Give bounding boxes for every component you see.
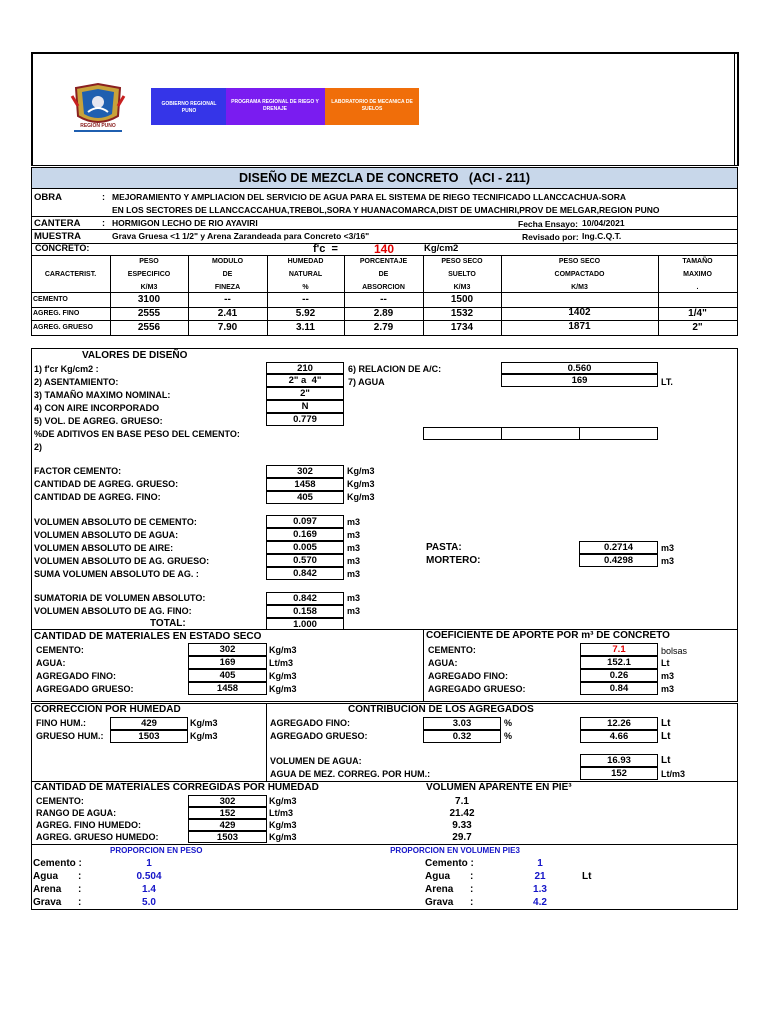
factor-value: 302 — [266, 465, 344, 478]
cell-ab: 2.89 — [373, 308, 394, 319]
corr-label: RANGO DE AGUA: — [36, 808, 117, 818]
row-name: AGREG. FINO — [33, 310, 80, 317]
obra-label: OBRA — [34, 192, 62, 203]
vcem-unit: m3 — [347, 517, 361, 527]
fino-hum-unit: Kg/m3 — [190, 718, 218, 728]
logo-underline — [74, 130, 122, 132]
vaire-label: VOLUMEN ABSOLUTO DE AIRE: — [34, 543, 174, 553]
vsum-value: 0.842 — [266, 567, 344, 580]
vol-grueso-value: 0.779 — [266, 413, 344, 426]
col-header-humedad-2: NATURAL — [288, 271, 323, 278]
asent-label: 2) ASENTAMIENTO: — [34, 377, 119, 387]
contrib-title: CONTRIBUCION DE LOS AGREGADOS — [348, 704, 534, 715]
humedad-title: CORRECCION POR HUMEDAD — [34, 704, 181, 715]
cell-ps: 1500 — [450, 294, 474, 305]
vap-title: VOLUMEN APARENTE EN PIE³ — [426, 782, 572, 793]
aditivos-2-label: 2) — [34, 442, 43, 452]
col-header-porc-3: ABSORCION — [362, 284, 405, 291]
contrib-fino-lt: 12.26 — [580, 717, 658, 730]
prop-vol-value: 1.3 — [533, 884, 547, 895]
col-header-peso-2: ESPECIFICO — [127, 271, 171, 278]
row-name: CEMENTO — [33, 296, 68, 303]
col-header-comp-1: PESO SECO — [558, 258, 601, 265]
vap-value: 9.33 — [452, 820, 472, 831]
cfino-value: 405 — [266, 491, 344, 504]
prop-peso-colon: : — [78, 897, 82, 908]
cgrueso-unit: Kg/m3 — [347, 479, 375, 489]
cell-pc: 1871 — [568, 321, 591, 332]
cell-hn: 5.92 — [295, 308, 316, 319]
contrib-fino-pct: 3.03 — [423, 717, 501, 730]
prop-vol-label: Agua — [425, 871, 450, 882]
vap-value: 7.1 — [455, 796, 469, 807]
coef-title: COEFICIENTE DE APORTE POR m³ DE CONCRETO — [426, 630, 670, 641]
coef-label: CEMENTO: — [428, 645, 476, 655]
mortero-unit: m3 — [661, 556, 675, 566]
cell-ab: 2.79 — [373, 322, 394, 333]
col-header-tam-1: TAMAÑO — [682, 258, 713, 265]
seco-label: CEMENTO: — [36, 645, 84, 655]
fc-value: 140 — [374, 242, 395, 256]
obra-divider — [31, 216, 738, 217]
vaire-unit: m3 — [347, 543, 361, 553]
concreto-label: CONCRETO: — [35, 243, 90, 253]
coef-label: AGREGADO GRUESO: — [428, 684, 526, 694]
cantera-value: HORMIGON LECHO DE RIO AYAVIRI — [112, 218, 258, 228]
seco-value: 405 — [188, 669, 267, 682]
vap-value: 29.7 — [452, 832, 472, 843]
seco-unit: Kg/m3 — [269, 645, 297, 655]
badge-laboratorio-text: LABORATORIO DE MECANICA DE SUELOS — [331, 99, 413, 112]
vap-value: 21.42 — [449, 808, 475, 819]
contrib-grueso-pct-unit: % — [504, 731, 513, 741]
vfino-unit: m3 — [347, 606, 361, 616]
cell-ps: 1532 — [450, 308, 474, 319]
corr-label: CEMENTO: — [36, 796, 84, 806]
fcr-value: 210 — [266, 362, 344, 374]
cfino-label: CANTIDAD DE AGREG. FINO: — [34, 492, 161, 502]
prop-vol-colon: : — [470, 897, 474, 908]
col-header-caract: CARACTERIST. — [44, 271, 97, 278]
col-header-comp-3: K/M3 — [571, 284, 588, 291]
prop-peso-value: 5.0 — [142, 897, 156, 908]
factor-unit: Kg/m3 — [347, 466, 375, 476]
prop-peso-value: 0.504 — [136, 871, 162, 882]
cell-mf: -- — [224, 294, 231, 305]
col-header-suelto-1: PESO SECO — [441, 258, 483, 265]
fc-label: f'c = — [313, 243, 338, 255]
mortero-value: 0.4298 — [579, 554, 658, 567]
fino-hum-label: FINO HUM.: — [36, 718, 86, 728]
vfino-value: 0.158 — [266, 605, 344, 618]
vol-agua-value: 16.93 — [580, 754, 658, 767]
corr-title: CANTIDAD DE MATERIALES CORREGIDAS POR HUMEDAD — [34, 782, 319, 793]
vol-agua-unit: Lt — [661, 755, 671, 766]
prop-vol-label: Grava — [425, 897, 454, 908]
corr-unit: Kg/m3 — [269, 820, 297, 830]
prop-vol-label: Cemento : — [425, 858, 474, 869]
col-header-suelto-2: SUELTO — [448, 271, 476, 278]
cell-tm: 1/4" — [688, 308, 707, 319]
cell-pe: 3100 — [137, 294, 161, 305]
agua-value: 169 — [501, 374, 658, 387]
contrib-grueso-label: AGREGADO GRUESO: — [270, 731, 368, 741]
cgrueso-value: 1458 — [266, 478, 344, 491]
sumat-value: 0.842 — [266, 592, 344, 605]
contrib-grueso-lt-unit: Lt — [661, 731, 671, 742]
vsum-unit: m3 — [347, 569, 361, 579]
aditivos-boxes — [423, 427, 658, 440]
seco-value: 302 — [188, 643, 267, 656]
fcr-label: 1) f'cr Kg/cm2 : — [34, 364, 99, 374]
obra-line1: MEJORAMIENTO Y AMPLIACION DEL SERVICIO DE AGUA PARA EL SISTEMA DE RIEGO TECNIFICADO LLANCCACHUA-SORA — [112, 192, 626, 202]
aditivos-box-divider — [579, 427, 580, 440]
contrib-grueso-pct: 0.32 — [423, 730, 501, 743]
corr-unit: Kg/m3 — [269, 832, 297, 842]
prop-vol-colon: : — [470, 871, 474, 882]
prop-vol-colon: : — [470, 884, 474, 895]
prop-peso-value: 1.4 — [142, 884, 156, 895]
seco-title: CANTIDAD DE MATERIALES EN ESTADO SECO — [34, 631, 262, 642]
seco-value: 1458 — [188, 682, 267, 695]
seco-coef-divider — [423, 630, 424, 702]
prop-vol-value: 4.2 — [533, 897, 547, 908]
vfino-label: VOLUMEN ABSOLUTO DE AG. FINO: — [34, 606, 192, 616]
coef-unit: Lt — [661, 658, 670, 668]
grueso-hum-unit: Kg/m3 — [190, 731, 218, 741]
col-header-porc-2: DE — [378, 271, 389, 278]
corr-value: 152 — [188, 807, 267, 819]
corr-unit: Kg/m3 — [269, 796, 297, 806]
agua-mez-label: AGUA DE MEZ. CORREG. POR HUM.: — [270, 769, 431, 779]
grueso-hum-label: GRUESO HUM.: — [36, 731, 104, 741]
cell-mf: 7.90 — [217, 322, 238, 333]
muestra-value: Grava Gruesa <1 1/2" y Arena Zarandeada para Concreto <3/16" — [112, 231, 370, 241]
vgr-label: VOLUMEN ABSOLUTO DE AG. GRUESO: — [34, 556, 210, 566]
corr-label: AGREG. GRUESO HUMEDO: — [36, 832, 159, 842]
fecha-label: Fecha Ensayo: — [518, 219, 578, 229]
vgr-value: 0.570 — [266, 554, 344, 567]
vagua-unit: m3 — [347, 530, 361, 540]
col-header-tam-2: MAXIMO — [683, 271, 712, 278]
corr-value: 1503 — [188, 831, 267, 843]
vol-grueso-label: 5) VOL. DE AGREG. GRUESO: — [34, 416, 163, 426]
contrib-fino-pct-unit: % — [504, 718, 513, 728]
pasta-unit: m3 — [661, 543, 675, 553]
corr-value: 429 — [188, 819, 267, 831]
ac-value: 0.560 — [501, 362, 658, 374]
prop-peso-colon: : — [78, 884, 82, 895]
cgrueso-label: CANTIDAD DE AGREG. GRUESO: — [34, 479, 179, 489]
props-row-line — [31, 320, 738, 321]
sumat-label: SUMATORIA DE VOLUMEN ABSOLUTO: — [34, 593, 206, 603]
seco-unit: Lt/m3 — [269, 658, 294, 668]
corr-label: AGREG. FINO HUMEDO: — [36, 820, 141, 830]
cell-tm: 2" — [692, 322, 703, 333]
vagua-label: VOLUMEN ABSOLUTO DE AGUA: — [34, 530, 179, 540]
props-row-line — [31, 255, 738, 256]
coef-unit: bolsas — [661, 646, 688, 656]
cantera-colon: : — [102, 218, 105, 228]
col-header-tam-3: . — [696, 284, 699, 291]
agua-unit: LT. — [661, 377, 673, 387]
aditivos-label: %DE ADITIVOS EN BASE PESO DEL CEMENTO: — [34, 429, 240, 439]
corr-value: 302 — [188, 795, 267, 807]
cell-hn: -- — [302, 294, 309, 305]
revisado-value: Ing.C.Q.T. — [582, 231, 622, 241]
col-header-peso-3: K/M3 — [140, 284, 158, 291]
col-header-humedad-1: HUMEDAD — [287, 258, 324, 265]
agua-label: 7) AGUA — [348, 377, 385, 387]
factor-label: FACTOR CEMENTO: — [34, 466, 122, 476]
col-header-modulo-1: MODULO — [211, 258, 244, 265]
seco-unit: Kg/m3 — [269, 671, 297, 681]
prop-peso-value: 1 — [146, 858, 152, 869]
props-row-line — [31, 292, 738, 293]
cell-hn: 3.11 — [296, 322, 315, 333]
obra-colon: : — [102, 192, 105, 202]
pasta-value: 0.2714 — [579, 541, 658, 554]
aire-label: 4) CON AIRE INCORPORADO — [34, 403, 160, 413]
coef-value: 0.26 — [580, 669, 658, 682]
logo-caption: REGIÓN PUNO — [80, 123, 116, 129]
humedad-contrib-divider — [266, 703, 267, 782]
col-header-suelto-3: K/M3 — [453, 284, 471, 291]
design-title: VALORES DE DISEÑO — [82, 350, 188, 361]
col-header-comp-2: COMPACTADO — [554, 271, 605, 278]
fino-hum-value: 429 — [110, 717, 188, 730]
cell-ps: 1734 — [450, 322, 474, 333]
cell-pe: 2556 — [137, 322, 161, 333]
prop-peso-title: PROPORCION EN PESO — [110, 846, 203, 855]
vaire-value: 0.005 — [266, 541, 344, 554]
cell-mf: 2.41 — [217, 308, 238, 319]
vgr-unit: m3 — [347, 556, 361, 566]
vagua-value: 0.169 — [266, 528, 344, 541]
seco-label: AGREGADO GRUESO: — [36, 684, 134, 694]
agua-mez-unit: Lt/m3 — [661, 769, 686, 779]
coef-value: 7.1 — [580, 643, 658, 656]
contrib-fino-lt-unit: Lt — [661, 718, 671, 729]
prop-vol-unit: Lt — [582, 871, 592, 882]
coef-unit: m3 — [661, 671, 675, 681]
pasta-label: PASTA: — [426, 542, 462, 553]
aditivos-box-divider — [501, 427, 502, 440]
cell-ab: -- — [380, 294, 387, 305]
page-title: DISEÑO DE MEZCLA DE CONCRETO (ACI - 211) — [238, 171, 530, 185]
col-header-modulo-2: DE — [222, 271, 233, 278]
col-header-humedad-3: % — [302, 284, 309, 291]
seco-value: 169 — [188, 656, 267, 669]
prop-vol-label: Arena — [425, 884, 454, 895]
obra-line2: EN LOS SECTORES DE LLANCCACCAHUA,TREBOL,SORA Y HUANACOMARCA,DIST DE UMACHIRI,PROV DE MELGAR,REGION PUNO — [112, 205, 660, 215]
contrib-fino-label: AGREGADO FINO: — [270, 718, 350, 728]
aire-value: N — [266, 400, 344, 413]
vol-agua-label: VOLUMEN DE AGUA: — [270, 756, 362, 766]
ac-label: 6) RELACION DE A/C: — [348, 364, 442, 374]
header-right-edge — [734, 52, 738, 166]
col-header-porc-1: PORCENTAJE — [359, 258, 408, 265]
grueso-hum-value: 1503 — [110, 730, 188, 743]
seco-label: AGUA: — [36, 658, 66, 668]
col-header-modulo-3: FINEZA — [214, 284, 241, 291]
fc-unit: Kg/cm2 — [424, 243, 459, 254]
revisado-label: Revisado por: — [522, 232, 579, 242]
prop-vol-value: 21 — [534, 871, 546, 882]
badge-programa-text: PROGRAMA REGIONAL DE RIEGO Y DRENAJE — [231, 99, 319, 112]
vcem-label: VOLUMEN ABSOLUTO DE CEMENTO: — [34, 517, 197, 527]
agua-mez-value: 152 — [580, 767, 658, 780]
coef-label: AGUA: — [428, 658, 458, 668]
coef-unit: m3 — [661, 684, 675, 694]
total-value: 1.000 — [266, 618, 344, 630]
coef-value: 0.84 — [580, 682, 658, 695]
corr-unit: Lt/m3 — [269, 808, 294, 818]
tam-value: 2" — [266, 387, 344, 400]
asent-value: 2" a 4" — [266, 374, 344, 387]
prop-vol-value: 1 — [537, 858, 543, 869]
cell-pc: 1402 — [568, 307, 591, 318]
mortero-label: MORTERO: — [426, 555, 481, 566]
muestra-label: MUESTRA — [34, 231, 81, 242]
prop-peso-colon: : — [78, 871, 82, 882]
vcem-value: 0.097 — [266, 515, 344, 528]
seco-label: AGREGADO FINO: — [36, 671, 116, 681]
contrib-grueso-lt: 4.66 — [580, 730, 658, 743]
coef-value: 152.1 — [580, 656, 658, 669]
col-header-peso-1: PESO — [139, 258, 159, 265]
prop-vol-title: PROPORCION EN VOLUMEN PIE3 — [390, 846, 520, 855]
cantera-label: CANTERA — [34, 218, 81, 229]
total-label: TOTAL: — [150, 618, 186, 629]
badge-gobierno-text: GOBIERNO REGIONAL PUNO — [161, 101, 217, 114]
prop-peso-label: Arena — [33, 884, 62, 895]
seco-unit: Kg/m3 — [269, 684, 297, 694]
fecha-value: 10/04/2021 — [582, 218, 625, 228]
sumat-unit: m3 — [347, 593, 361, 603]
tam-label: 3) TAMAÑO MAXIMO NOMINAL: — [34, 390, 171, 400]
prop-peso-label: Agua — [33, 871, 58, 882]
vsum-label: SUMA VOLUMEN ABSOLUTO DE AG. : — [34, 569, 199, 579]
row-name: AGREG. GRUESO — [33, 324, 93, 331]
cantera-divider — [31, 229, 738, 230]
prop-peso-label: Grava — [33, 897, 62, 908]
cell-pe: 2555 — [137, 308, 161, 319]
prop-peso-label: Cemento : — [33, 858, 82, 869]
cfino-unit: Kg/m3 — [347, 492, 375, 502]
coef-label: AGREGADO FINO: — [428, 671, 508, 681]
